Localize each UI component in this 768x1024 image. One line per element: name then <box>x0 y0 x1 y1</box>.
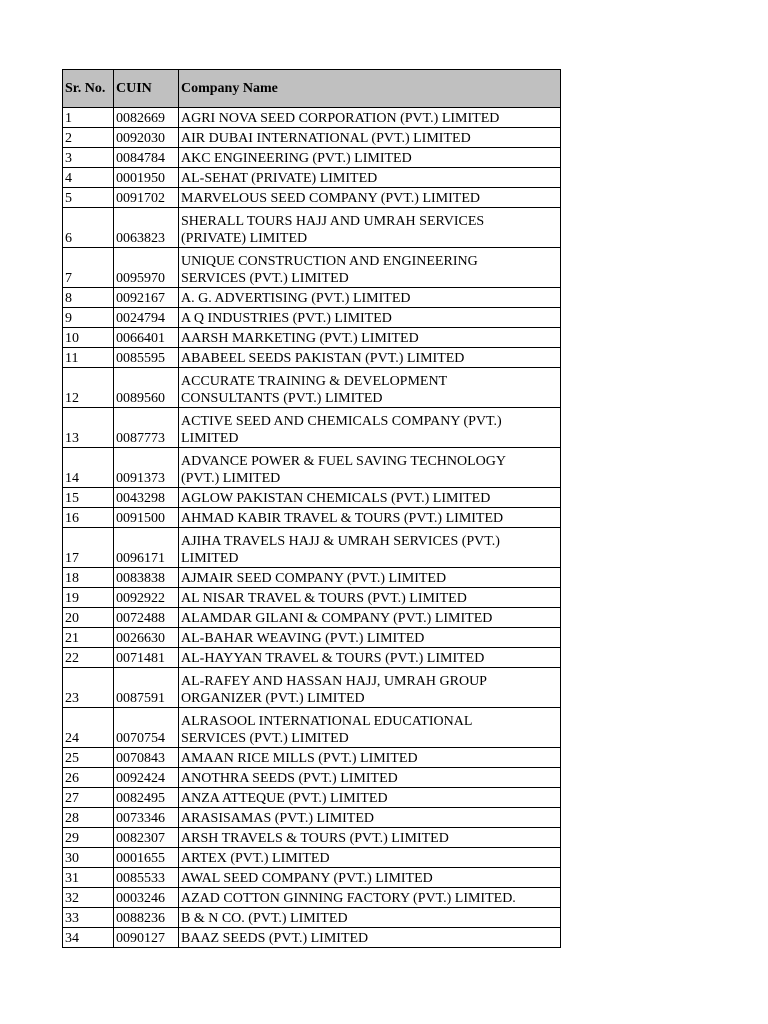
cell-cuin: 0083838 <box>114 568 179 588</box>
cell-sr-no: 22 <box>63 648 114 668</box>
cell-cuin: 0001655 <box>114 848 179 868</box>
cell-company-name: AHMAD KABIR TRAVEL & TOURS (PVT.) LIMITED <box>179 508 561 528</box>
cell-cuin: 0092424 <box>114 768 179 788</box>
cell-cuin: 0001950 <box>114 168 179 188</box>
table-row <box>63 908 561 928</box>
table-row <box>63 128 561 148</box>
cell-cuin: 0082307 <box>114 828 179 848</box>
cell-cuin: 0091702 <box>114 188 179 208</box>
cell-cuin: 0082495 <box>114 788 179 808</box>
cell-cuin: 0092030 <box>114 128 179 148</box>
cell-cuin: 0092922 <box>114 588 179 608</box>
cell-sr-no: 25 <box>63 748 114 768</box>
cell-cuin: 0096171 <box>114 528 179 568</box>
cell-cuin: 0085595 <box>114 348 179 368</box>
table-row <box>63 768 561 788</box>
cell-cuin: 0089560 <box>114 368 179 408</box>
cell-company-name: SHERALL TOURS HAJJ AND UMRAH SERVICES (PRIVATE) LIMITED <box>179 208 561 248</box>
cell-sr-no: 29 <box>63 828 114 848</box>
cell-company-name: AGLOW PAKISTAN CHEMICALS (PVT.) LIMITED <box>179 488 561 508</box>
table-row <box>63 588 561 608</box>
cell-company-name: AL-HAYYAN TRAVEL & TOURS (PVT.) LIMITED <box>179 648 561 668</box>
cell-company-name: AL-BAHAR WEAVING (PVT.) LIMITED <box>179 628 561 648</box>
cell-sr-no: 31 <box>63 868 114 888</box>
cell-sr-no: 30 <box>63 848 114 868</box>
cell-company-name: AWAL SEED COMPANY (PVT.) LIMITED <box>179 868 561 888</box>
table-row <box>63 668 561 708</box>
cell-cuin: 0087773 <box>114 408 179 448</box>
cell-company-name: B & N CO. (PVT.) LIMITED <box>179 908 561 928</box>
cell-cuin: 0026630 <box>114 628 179 648</box>
cell-sr-no: 17 <box>63 528 114 568</box>
cell-company-name: AKC ENGINEERING (PVT.) LIMITED <box>179 148 561 168</box>
cell-cuin: 0087591 <box>114 668 179 708</box>
table-row <box>63 488 561 508</box>
cell-cuin: 0082669 <box>114 108 179 128</box>
cell-sr-no: 7 <box>63 248 114 288</box>
cell-cuin: 0070843 <box>114 748 179 768</box>
cell-sr-no: 27 <box>63 788 114 808</box>
cell-company-name: A Q INDUSTRIES (PVT.) LIMITED <box>179 308 561 328</box>
table-row <box>63 448 561 488</box>
cell-sr-no: 32 <box>63 888 114 908</box>
cell-company-name: AL-SEHAT (PRIVATE) LIMITED <box>179 168 561 188</box>
table-row <box>63 568 561 588</box>
cell-cuin: 0084784 <box>114 148 179 168</box>
table-row <box>63 928 561 948</box>
cell-company-name: ALRASOOL INTERNATIONAL EDUCATIONAL SERVICES (PVT.) LIMITED <box>179 708 561 748</box>
cell-company-name: AARSH MARKETING (PVT.) LIMITED <box>179 328 561 348</box>
cell-sr-no: 26 <box>63 768 114 788</box>
cell-company-name: ARSH TRAVELS & TOURS (PVT.) LIMITED <box>179 828 561 848</box>
cell-sr-no: 4 <box>63 168 114 188</box>
cell-sr-no: 15 <box>63 488 114 508</box>
table-row <box>63 248 561 288</box>
cell-sr-no: 1 <box>63 108 114 128</box>
header-company-name: Company Name <box>179 70 561 108</box>
cell-sr-no: 2 <box>63 128 114 148</box>
cell-cuin: 0043298 <box>114 488 179 508</box>
cell-company-name: AJIHA TRAVELS HAJJ & UMRAH SERVICES (PVT.) LIMITED <box>179 528 561 568</box>
cell-sr-no: 20 <box>63 608 114 628</box>
header-sr-no: Sr. No. <box>63 70 114 108</box>
table-row <box>63 368 561 408</box>
cell-sr-no: 21 <box>63 628 114 648</box>
table-row <box>63 868 561 888</box>
cell-sr-no: 23 <box>63 668 114 708</box>
table-row <box>63 108 561 128</box>
cell-company-name: ACCURATE TRAINING & DEVELOPMENT CONSULTANTS (PVT.) LIMITED <box>179 368 561 408</box>
table-row <box>63 208 561 248</box>
table-row <box>63 188 561 208</box>
table-row <box>63 628 561 648</box>
cell-company-name: ACTIVE SEED AND CHEMICALS COMPANY (PVT.) LIMITED <box>179 408 561 448</box>
cell-company-name: ARASISAMAS (PVT.) LIMITED <box>179 808 561 828</box>
table-row <box>63 788 561 808</box>
cell-company-name: MARVELOUS SEED COMPANY (PVT.) LIMITED <box>179 188 561 208</box>
cell-cuin: 0092167 <box>114 288 179 308</box>
table-row <box>63 848 561 868</box>
cell-cuin: 0003246 <box>114 888 179 908</box>
company-list-sheet <box>62 69 560 948</box>
cell-company-name: AZAD COTTON GINNING FACTORY (PVT.) LIMITED. <box>179 888 561 908</box>
cell-cuin: 0091373 <box>114 448 179 488</box>
cell-company-name: A. G. ADVERTISING (PVT.) LIMITED <box>179 288 561 308</box>
table-header <box>63 70 561 108</box>
cell-cuin: 0090127 <box>114 928 179 948</box>
cell-sr-no: 8 <box>63 288 114 308</box>
table-row <box>63 828 561 848</box>
cell-sr-no: 14 <box>63 448 114 488</box>
cell-company-name: AJMAIR SEED COMPANY (PVT.) LIMITED <box>179 568 561 588</box>
cell-cuin: 0070754 <box>114 708 179 748</box>
cell-company-name: AIR DUBAI INTERNATIONAL (PVT.) LIMITED <box>179 128 561 148</box>
cell-sr-no: 3 <box>63 148 114 168</box>
header-cuin: CUIN <box>114 70 179 108</box>
table-row <box>63 808 561 828</box>
cell-company-name: AL NISAR TRAVEL & TOURS (PVT.) LIMITED <box>179 588 561 608</box>
cell-cuin: 0071481 <box>114 648 179 668</box>
cell-company-name: AMAAN RICE MILLS (PVT.) LIMITED <box>179 748 561 768</box>
cell-sr-no: 12 <box>63 368 114 408</box>
cell-cuin: 0073346 <box>114 808 179 828</box>
cell-company-name: BAAZ SEEDS (PVT.) LIMITED <box>179 928 561 948</box>
cell-cuin: 0085533 <box>114 868 179 888</box>
table-row <box>63 408 561 448</box>
cell-sr-no: 19 <box>63 588 114 608</box>
header-row <box>63 70 561 108</box>
cell-sr-no: 18 <box>63 568 114 588</box>
cell-company-name: ADVANCE POWER & FUEL SAVING TECHNOLOGY (PVT.) LIMITED <box>179 448 561 488</box>
cell-cuin: 0024794 <box>114 308 179 328</box>
table-row <box>63 288 561 308</box>
cell-sr-no: 13 <box>63 408 114 448</box>
table-row <box>63 168 561 188</box>
company-table <box>62 69 561 948</box>
table-row <box>63 708 561 748</box>
cell-sr-no: 33 <box>63 908 114 928</box>
cell-sr-no: 6 <box>63 208 114 248</box>
cell-cuin: 0072488 <box>114 608 179 628</box>
cell-cuin: 0095970 <box>114 248 179 288</box>
cell-company-name: ABABEEL SEEDS PAKISTAN (PVT.) LIMITED <box>179 348 561 368</box>
cell-sr-no: 24 <box>63 708 114 748</box>
cell-cuin: 0066401 <box>114 328 179 348</box>
table-row <box>63 528 561 568</box>
table-row <box>63 148 561 168</box>
cell-cuin: 0088236 <box>114 908 179 928</box>
table-body <box>63 108 561 948</box>
cell-sr-no: 11 <box>63 348 114 368</box>
table-row <box>63 348 561 368</box>
cell-company-name: UNIQUE CONSTRUCTION AND ENGINEERING SERVICES (PVT.) LIMITED <box>179 248 561 288</box>
table-row <box>63 508 561 528</box>
table-row <box>63 328 561 348</box>
cell-sr-no: 9 <box>63 308 114 328</box>
cell-company-name: ARTEX (PVT.) LIMITED <box>179 848 561 868</box>
cell-company-name: ALAMDAR GILANI & COMPANY (PVT.) LIMITED <box>179 608 561 628</box>
cell-cuin: 0063823 <box>114 208 179 248</box>
cell-company-name: ANOTHRA SEEDS (PVT.) LIMITED <box>179 768 561 788</box>
cell-company-name: AL-RAFEY AND HASSAN HAJJ, UMRAH GROUP ORGANIZER (PVT.) LIMITED <box>179 668 561 708</box>
cell-sr-no: 34 <box>63 928 114 948</box>
table-row <box>63 608 561 628</box>
cell-sr-no: 10 <box>63 328 114 348</box>
table-row <box>63 748 561 768</box>
cell-sr-no: 16 <box>63 508 114 528</box>
table-row <box>63 308 561 328</box>
cell-sr-no: 5 <box>63 188 114 208</box>
table-row <box>63 888 561 908</box>
cell-sr-no: 28 <box>63 808 114 828</box>
table-row <box>63 648 561 668</box>
cell-company-name: AGRI NOVA SEED CORPORATION (PVT.) LIMITED <box>179 108 561 128</box>
cell-cuin: 0091500 <box>114 508 179 528</box>
cell-company-name: ANZA ATTEQUE (PVT.) LIMITED <box>179 788 561 808</box>
